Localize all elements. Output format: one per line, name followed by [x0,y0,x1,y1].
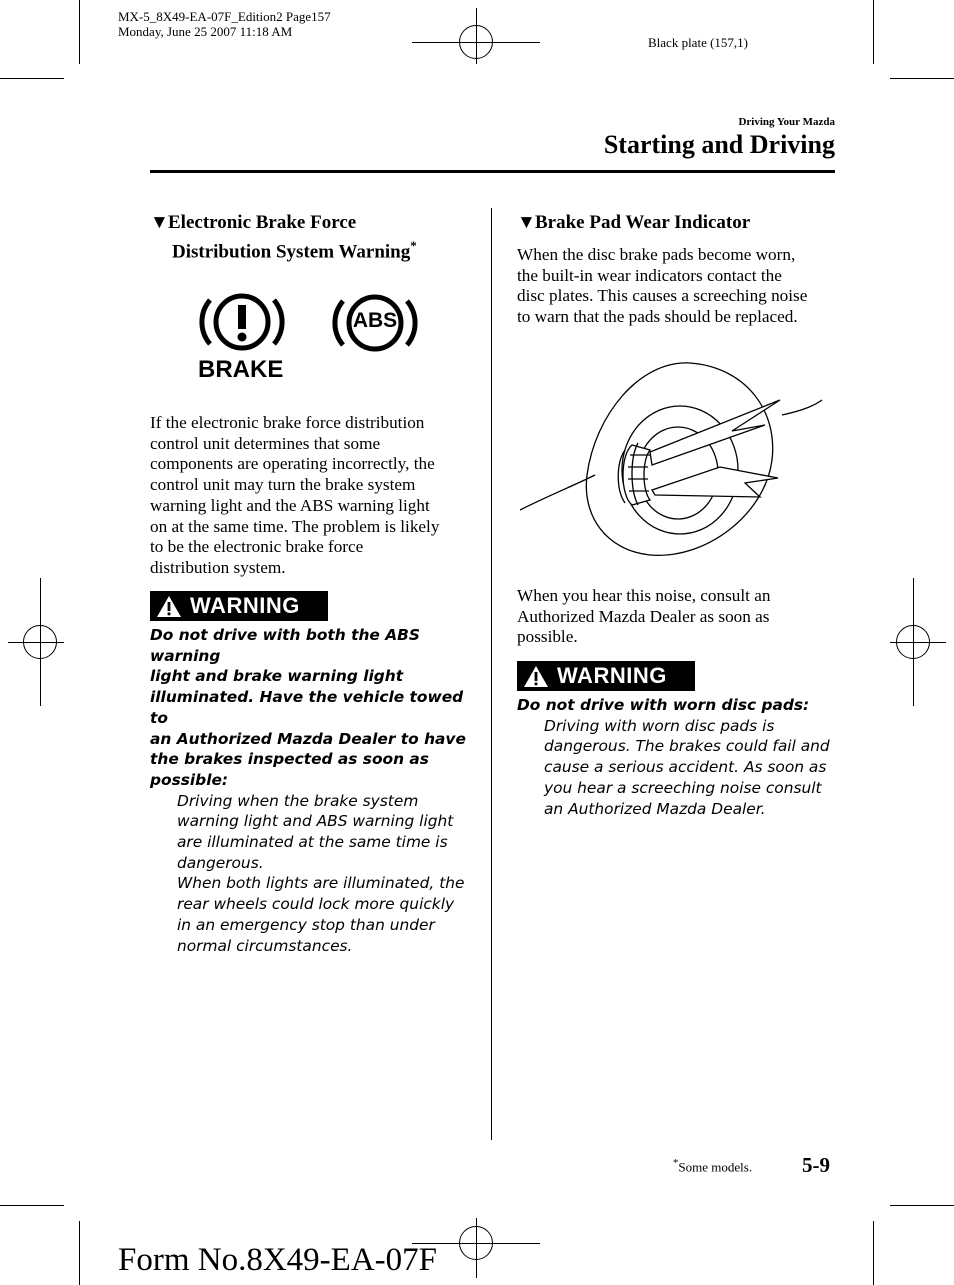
warning-text-left: Do not drive with both the ABS warning light and brake warning light illuminated. Have the vehicle towed to an Authorized Mazda Dealer to have the brakes inspected as soon as possible: Driving when the brake system warning light and ABS warning light are illuminated at the same time is dangerous. When both lights are illuminated, the rear wheels could lock more quickly in an emergency stop than under normal circumstances. [150,626,466,955]
print-timestamp: Monday, June 25 2007 11:18 AM [118,24,293,39]
triangle-marker-icon: ▼ [150,212,169,233]
page-title: Starting and Driving [603,130,835,159]
form-number: Form No.8X49-EA-07F [118,1242,437,1278]
brake-pad-body: When the disc brake pads become worn, the built-in wear indicators contact the disc plates. This causes a screeching noise to warn that the pads should be replaced. [517,245,808,327]
asterisk-marker: * [410,238,417,253]
warning-label: WARNING [190,593,300,618]
print-header [118,9,331,39]
warning-triangle-icon [156,595,182,618]
brake-pad-heading: ▼Brake Pad Wear Indicator [517,212,751,233]
plate-label: Black plate (157,1) [648,35,748,50]
warning-label: WARNING [557,663,667,688]
brake-icon-label: BRAKE [198,356,284,383]
column-divider [491,208,492,1140]
footnote-marker: * [673,1157,679,1169]
warning-badge-left [150,591,328,621]
chapter-label: Driving Your Mazda [738,116,835,128]
warning-badge-right [517,661,695,691]
ebfd-body: If the electronic brake force distribution control unit determines that some components are operating incorrectly, the control unit may turn the brake system warning light and the ABS warning light on at the same time. The problem is likely to be the electronic brake force distribution system. [150,413,440,577]
brake-warning-icon [196,290,288,382]
title-rule [150,170,835,173]
ebfd-heading: ▼Electronic Brake Force Distribution System Warning* [150,212,417,263]
abs-warning-icon [329,290,421,356]
warning-triangle-icon [523,665,549,688]
page-number: 5-9 [802,1153,830,1177]
brake-pad-illustration [520,355,830,560]
triangle-marker-icon: ▼ [517,212,536,233]
consult-dealer-text: When you hear this noise, consult an Authorized Mazda Dealer as soon as possible. [517,586,771,647]
footnote: *Some models. [673,1157,753,1175]
warning-text-right: Do not drive with worn disc pads: Driving with worn disc pads is dangerous. The brakes could fail and cause a serious accident. As soon as you hear a screeching noise consult an Authorized Mazda Dealer. [517,696,830,818]
abs-icon-label: ABS [352,309,398,332]
print-file-name: MX-5_8X49-EA-07F_Edition2 Page157 [118,9,331,24]
